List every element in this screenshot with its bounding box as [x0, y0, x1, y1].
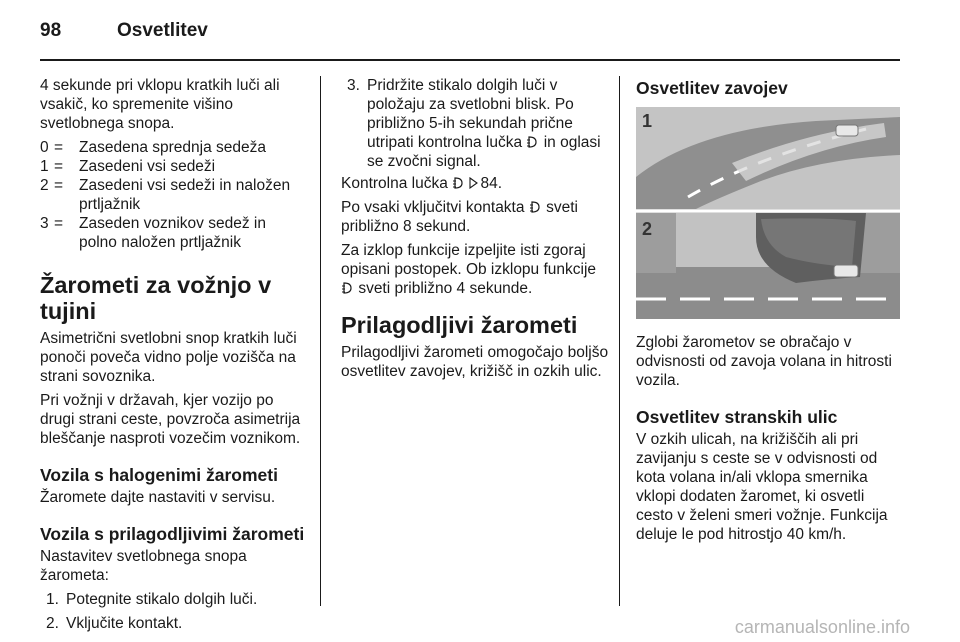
definition-separator: = — [54, 177, 64, 194]
step-number: 3. — [347, 77, 360, 94]
column-divider-2 — [619, 76, 620, 606]
section-heading-abroad: Žarometi za vožnjo v tujini — [40, 272, 272, 324]
page-number: 98 — [40, 20, 62, 41]
definition-row — [40, 138, 308, 157]
definition-text: Zasedeni vsi sedeži — [79, 158, 216, 175]
switch-off-text: sveti približno 4 sekunde. — [358, 280, 533, 297]
step-text: Potegnite stikalo dolgih luči. — [66, 591, 258, 608]
figure-label-1: 1 — [642, 111, 653, 131]
subheading-side-street: Osvetlitev stranskih ulic — [636, 407, 838, 427]
step-text-part: in oglasi se zvočni signal. — [367, 134, 601, 170]
subheading-adaptive-vehicles: Vozila s prilagodljivimi žarometi — [40, 524, 305, 544]
section-heading-adaptive: Prilagodljivi žarometi — [341, 312, 578, 338]
definition-text: Zasedeni vsi sedeži in naložen prtljažnik — [79, 177, 291, 213]
headlamp-range-icon — [453, 176, 464, 190]
subheading-halogen: Vozila s halogenimi žarometi — [40, 465, 278, 485]
step-item — [46, 614, 308, 633]
step-text: Vključite kontakt. — [66, 615, 183, 632]
curve-lighting-illustration — [636, 107, 900, 319]
column-divider-1 — [320, 76, 321, 606]
load-definition-list — [40, 138, 308, 252]
page-header — [0, 0, 960, 62]
headlamp-range-icon — [342, 281, 353, 295]
paragraph-curve-lighting: Zglobi žarometov se obračajo v odvisnosti od zavoja volana in hitrosti vozila. — [636, 334, 892, 389]
definition-separator: = — [54, 158, 64, 175]
definition-key: 3 — [40, 215, 49, 232]
paragraph-halogen: Žaromete dajte nastaviti v servisu. — [40, 489, 276, 506]
figure-panel-1 — [636, 107, 900, 209]
chapter-title: Osvetlitev — [117, 20, 208, 41]
subheading-curve-lighting: Osvetlitev zavojev — [636, 78, 788, 98]
definition-key: 0 — [40, 139, 49, 156]
ignition-text: Po vsaki vključitvi kontakta — [341, 199, 525, 216]
definition-row — [40, 157, 308, 176]
page-reference[interactable]: 84. — [480, 175, 503, 192]
figure-label-2: 2 — [642, 219, 653, 239]
figure-panel-2 — [636, 213, 900, 319]
step-number: 1. — [46, 591, 59, 608]
ignition-text: sveti približno 8 sekund. — [341, 199, 578, 235]
paragraph-adaptive-setting: Nastavitev svetlobnega snopa žarometa: — [40, 548, 247, 584]
watermark: carmanualsonline.info — [734, 617, 910, 637]
paragraph-adaptive: Prilagodljivi žarometi omogočajo boljšo osvetlitev zavojev, križišč in ozkih ulic. — [341, 344, 609, 380]
paragraph-side-street: V ozkih ulicah, na križiščih ali pri zavijanju s ceste se v odvisnosti od kota volana in/ali vklopa smernika vklopi dodaten žaromet, ki osvetli cesto v želeni smeri vožnje. Funkcija deluje le pod hitrostjo 40 km/h. — [636, 431, 888, 543]
headlamp-range-icon — [530, 200, 541, 214]
definition-row — [40, 214, 308, 252]
paragraph-switch-off — [341, 241, 609, 298]
paragraph-abroad-1: Asimetrični svetlobni snop kratkih luči ponoči poveča vidno polje vozišča na strani sovoznika. — [40, 330, 297, 385]
definition-row — [40, 176, 308, 214]
page-reference-arrow-icon[interactable] — [469, 177, 478, 189]
column-left — [40, 76, 308, 633]
header-rule — [40, 59, 900, 61]
column-middle — [341, 76, 609, 386]
step-text-part: Pridržite stikalo dolgih luči v položaju za svetlobni blisk. Po približno 5-ih sekundah prične utripati kontrolna lučka — [367, 77, 574, 151]
step-item — [46, 590, 308, 609]
switch-off-text: Za izklop funkcije izpeljite isti zgoraj opisani postopek. Ob izklopu funkcije — [341, 242, 597, 278]
intro-paragraph: 4 sekunde pri vklopu kratkih luči ali vsakič, ko spremenite višino svetlobnega snopa. — [40, 77, 280, 132]
paragraph-abroad-2: Pri vožnji v državah, kjer vozijo po drugi strani ceste, povzroča asimetrija bleščanje nasproti vozečim voznikom. — [40, 392, 301, 447]
paragraph-ignition — [341, 198, 609, 236]
step-number: 2. — [46, 615, 59, 632]
definition-key: 1 — [40, 158, 49, 175]
column-right — [636, 76, 904, 549]
step-item — [347, 76, 609, 171]
definition-separator: = — [54, 215, 64, 232]
definition-text: Zaseden voznikov sedež in polno naložen prtljažnik — [79, 215, 266, 251]
definition-separator: = — [54, 139, 64, 156]
lamp-ref-text: Kontrolna lučka — [341, 175, 448, 192]
definition-key: 2 — [40, 177, 49, 194]
headlamp-range-icon — [527, 135, 538, 149]
step-text — [367, 76, 609, 171]
paragraph-lamp-ref — [341, 174, 609, 193]
definition-text: Zasedena sprednja sedeža — [79, 139, 266, 156]
